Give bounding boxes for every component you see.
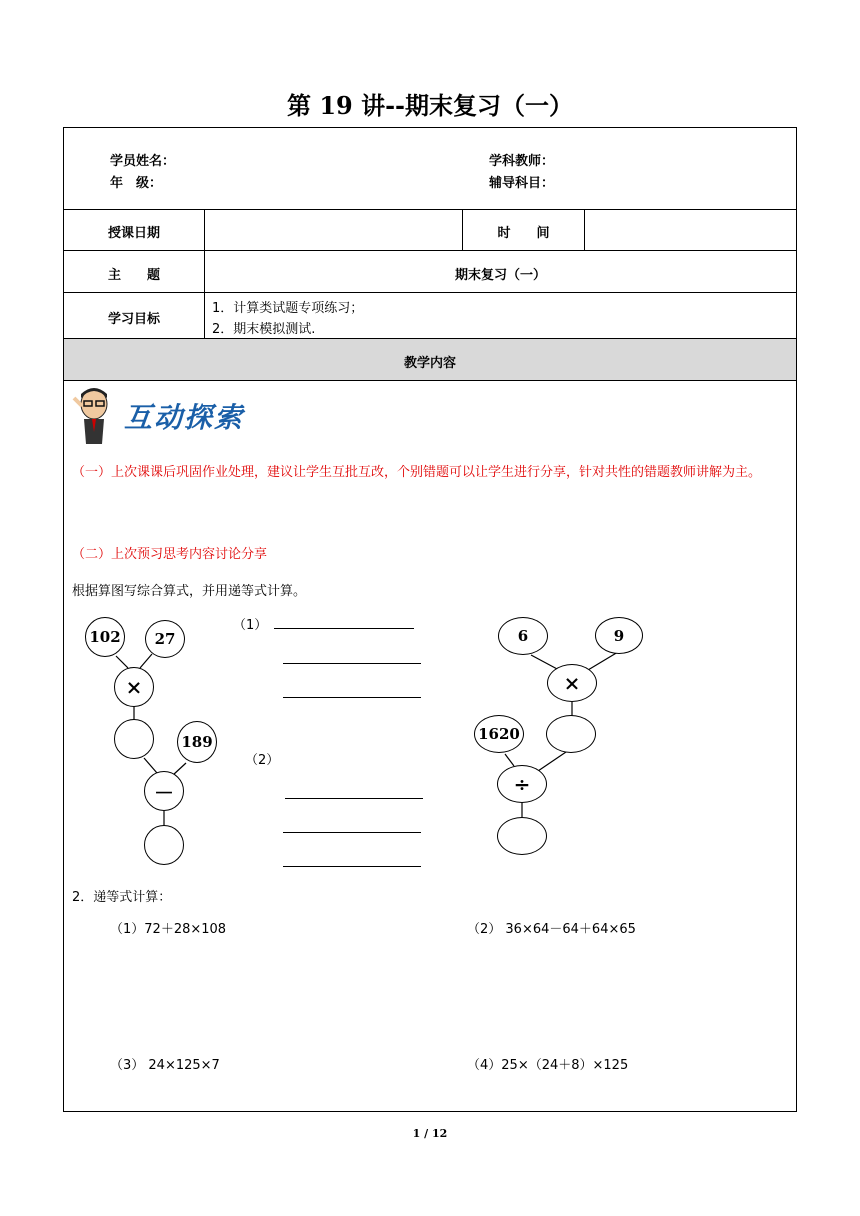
tree-node-9: 9 <box>595 617 643 654</box>
answer-label-1: （1） <box>233 618 268 633</box>
result-node <box>144 825 184 865</box>
subject-teacher-label: 学科教师： <box>489 154 555 169</box>
q2-item: （3） 24×125×7 <box>110 1058 220 1073</box>
divide-node: ÷ <box>497 765 547 803</box>
multiply-node: × <box>114 667 154 707</box>
tree-node-1620: 1620 <box>474 715 524 753</box>
q2-item: （2） 36×64－64＋64×65 <box>467 922 636 937</box>
section-one-text: （一）上次课课后巩固作业处理，建议让学生互批互改，个别错题可以让学生进行分享，针对共性的错题教师讲解为主。 <box>72 465 762 480</box>
answer-line[interactable] <box>283 832 421 833</box>
goals-label: 学习目标 <box>107 312 160 327</box>
student-name-label: 学员姓名： <box>110 154 176 169</box>
answer-label-2: （2） <box>245 753 280 768</box>
topic-value: 期末复习（一） <box>454 268 546 283</box>
time-label: 时 间 <box>497 226 550 241</box>
answer-line[interactable] <box>283 866 421 867</box>
grade-label: 年 级： <box>110 176 163 191</box>
content-header: 教学内容 <box>403 356 456 371</box>
q2-item: （1）72＋28×108 <box>110 922 227 937</box>
section-two-text: （二）上次预习思考内容讨论分享 <box>72 547 268 562</box>
tutoring-subject-label: 辅导科目： <box>489 176 555 191</box>
tree-node-189: 189 <box>177 721 217 763</box>
tree-node-27: 27 <box>145 620 185 658</box>
multiply-node: × <box>547 664 597 702</box>
goal-item: 2．期末模拟测试. <box>212 322 316 337</box>
tree-node-6: 6 <box>498 617 548 655</box>
instruction-text: 根据算图写综合算式，并用递等式计算。 <box>72 584 307 599</box>
answer-line[interactable] <box>283 663 421 664</box>
topic-label: 主 题 <box>107 268 160 283</box>
page-number: 1 / 12 <box>412 1127 448 1140</box>
date-label: 授课日期 <box>107 226 160 241</box>
result-node <box>497 817 547 855</box>
answer-line[interactable] <box>283 697 421 698</box>
page-title: 第 19 讲--期末复习（一） <box>286 91 574 120</box>
q2-heading: 2．递等式计算： <box>72 890 172 905</box>
q2-item: （4）25×（24＋8）×125 <box>467 1058 629 1073</box>
empty-node <box>546 715 596 753</box>
interactive-explore-logo: 互动探索 <box>124 401 245 434</box>
goal-item: 1．计算类试题专项练习； <box>212 301 364 316</box>
empty-node <box>114 719 154 759</box>
answer-line[interactable] <box>285 798 423 799</box>
tree-node-102: 102 <box>85 617 125 657</box>
answer-line[interactable] <box>274 628 414 629</box>
subtract-node: － <box>144 771 184 811</box>
